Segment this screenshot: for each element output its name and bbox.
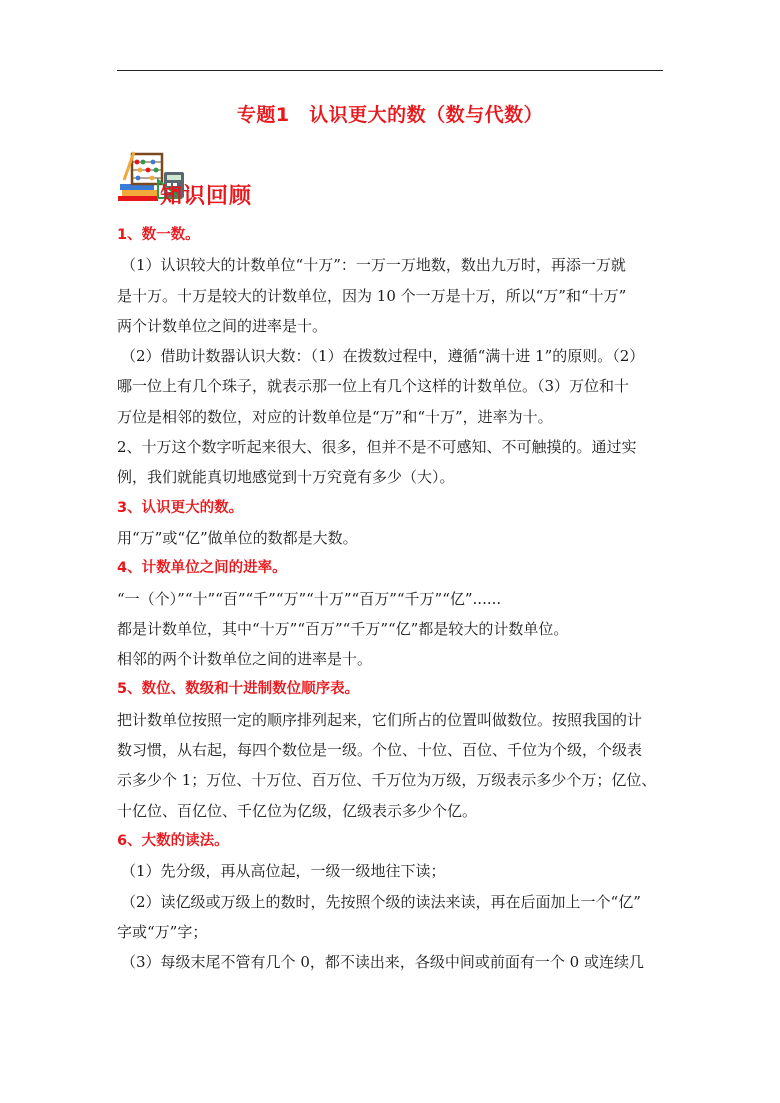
- paragraph-line: 把计数单位按照一定的顺序排列起来，它们所占的位置叫做数位。按照我国的计: [117, 710, 643, 729]
- paragraph-line: 十亿位、百亿位、千亿位为亿级，亿级表示多少个亿。: [117, 801, 478, 820]
- heading-3: 3、认识更大的数。: [117, 499, 244, 516]
- paragraph-line: 是十万。十万是较大的计数单位，因为 10 个一万是十万，所以“万”和“十万”: [117, 286, 627, 305]
- heading-6: 6、大数的读法。: [117, 832, 229, 849]
- paragraph-line: 字或“万”字；: [117, 922, 208, 941]
- paragraph-line: “一（个）”“十”“百”“千”“万”“十万”“百万”“千万”“亿”......: [117, 589, 502, 608]
- paragraph-line: （2）读亿级或万级上的数时，先按照个级的读法来读，再在后面加上一个“亿”: [121, 892, 641, 911]
- paragraph-line: 示多少个 1；万位、十万位、百万位、千万位为万级，万级表示多少个万；亿位、: [117, 771, 657, 790]
- paragraph-line: 用“万”或“亿”做单位的数都是大数。: [117, 528, 358, 547]
- section-header: [118, 150, 358, 210]
- heading-4: 4、计数单位之间的进率。: [117, 560, 287, 577]
- heading-1: 1、数一数。: [117, 227, 200, 243]
- paragraph-line: 2、十万这个数字听起来很大、很多，但并不是不可感知、不可触摸的。通过实: [117, 438, 637, 457]
- paragraph-line: 都是计数单位，其中“十万”“百万”“千万”“亿”都是较大的计数单位。: [117, 619, 569, 638]
- paragraph-line: 哪一位上有几个珠子，就表示那一位上有几个这样的计数单位。（3）万位和十: [117, 377, 630, 396]
- paragraph-line: （1）先分级，再从高位起，一级一级地往下读；: [121, 862, 446, 881]
- paragraph-line: （3）每级末尾不管有几个 0，都不读出来，各级中间或前面有一个 0 或连续几: [121, 953, 644, 972]
- section-label: 知识回顾: [160, 183, 253, 209]
- paragraph-line: 相邻的两个计数单位之间的进率是十。: [117, 650, 373, 669]
- paragraph-line: 数习惯，从右起，每四个数位是一级。个位、十位、百位、千位为个级，个级表: [117, 741, 643, 760]
- paragraph-line: 两个计数单位之间的进率是十。: [117, 316, 328, 335]
- header-rule: [117, 70, 663, 71]
- page-title: 专题1 认识更大的数（数与代数）: [236, 104, 544, 126]
- document-body: [117, 220, 665, 977]
- paragraph-line: 例，我们就能真切地感觉到十万究竟有多少（大）。: [117, 468, 455, 487]
- paragraph-line: （2）借助计数器认识大数：（1）在拨数过程中，遵循“满十进 1”的原则。（2）: [121, 347, 645, 366]
- paragraph-line: 万位是相邻的数位，对应的计数单位是“万”和“十万”，进率为十。: [117, 407, 553, 426]
- heading-5: 5、数位、数级和十进制数位顺序表。: [117, 681, 360, 698]
- paragraph-line: （1）认识较大的计数单位“十万”：一万一万地数，数出九万时，再添一万就: [121, 256, 626, 275]
